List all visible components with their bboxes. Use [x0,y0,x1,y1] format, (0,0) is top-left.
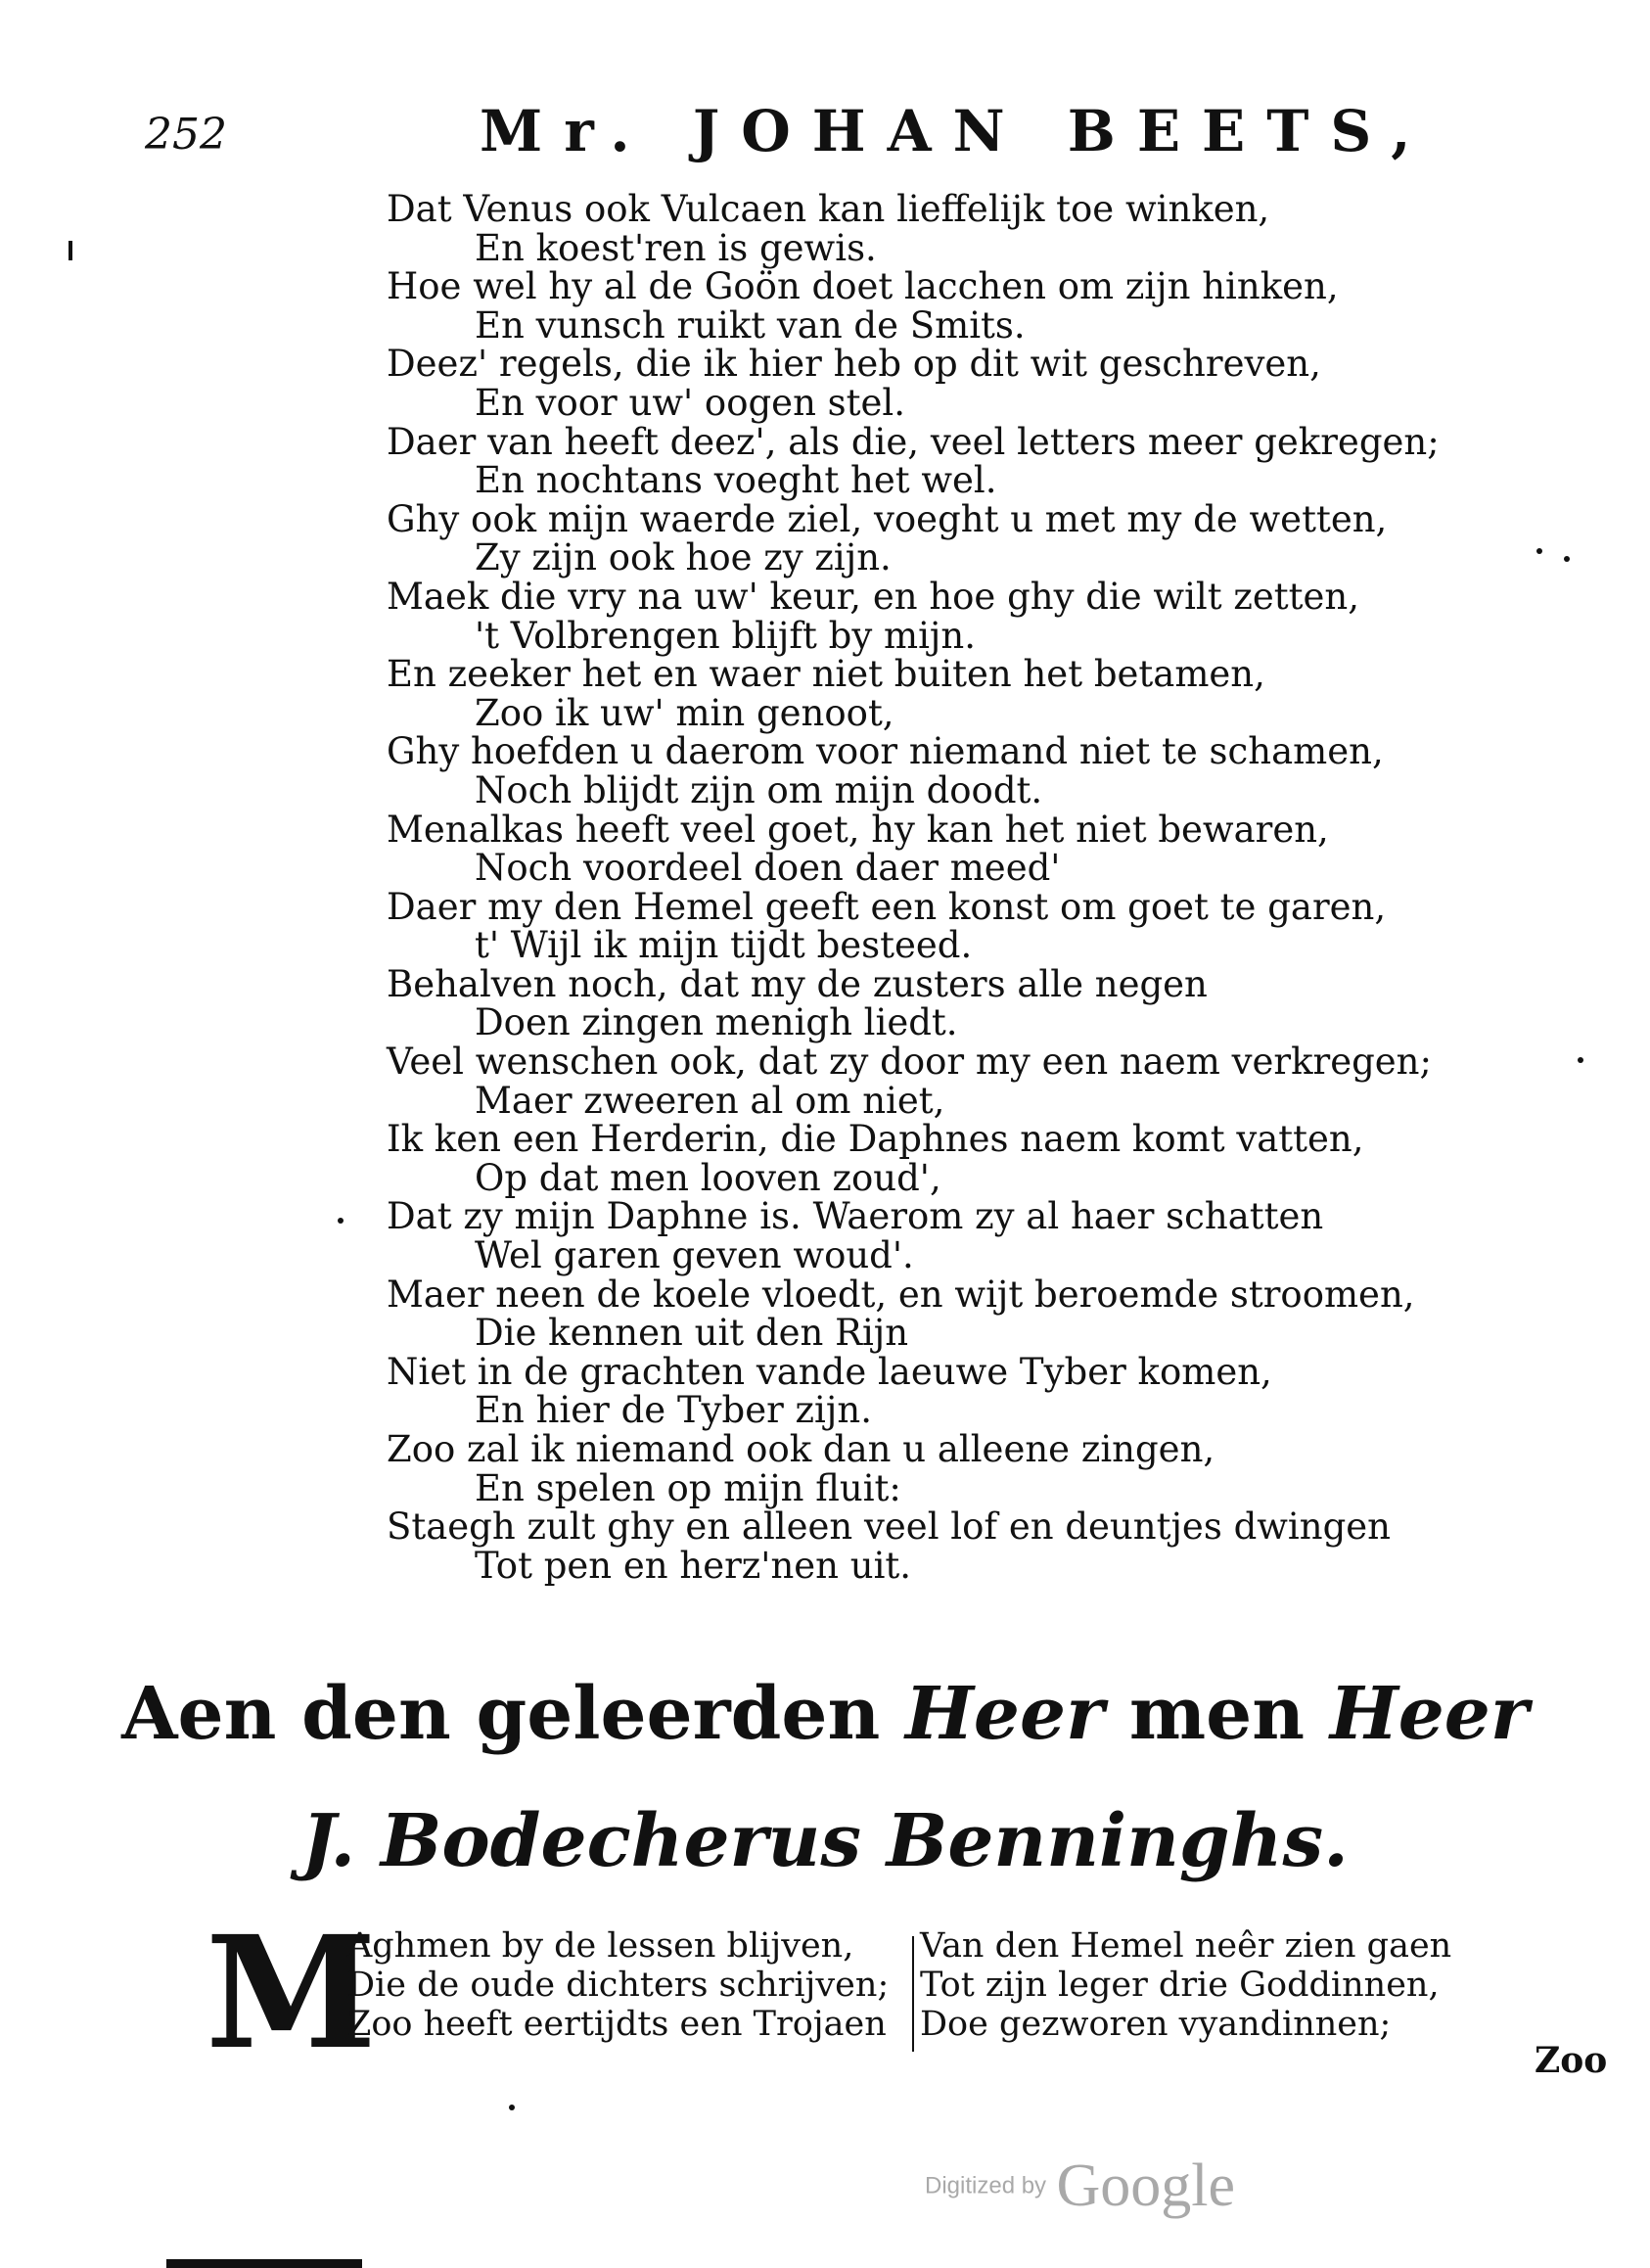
page-number: 252 [145,110,227,160]
page-header [0,98,1650,176]
poem-line: Maer neen de koele vloedt, en wijt beroemde stroomen, [387,1273,1415,1316]
poem-line: En hier de Tyber zijn. [475,1389,872,1432]
poem-line: Tot pen en herz'nen uit. [475,1544,912,1587]
google-logo: Google [1056,2152,1236,2219]
poem-line: Zy zijn ook hoe zy zijn. [475,536,892,579]
poem-body [387,190,1463,1585]
verse-line: Die de oude dichters schrijven; [347,1966,890,2005]
poem-line: Deez' regels, die ik hier heb op dit wit geschreven, [387,343,1321,386]
verse-column-left [347,1926,889,2044]
poem-line: En vunsch ruikt van de Smits. [475,303,1026,347]
poem-line: Op dat men looven zoud', [475,1156,941,1199]
poem-line: Daer my den Hemel geeft een konst om goet te garen, [387,885,1387,928]
verse-line: Doe gezworen vyandinnen; [920,2005,1392,2044]
poem-line: Dat zy mijn Daphne is. Waerom zy al haer schatten [387,1195,1324,1238]
column-divider [912,1936,914,2052]
print-speck [509,2105,515,2110]
poem-line: Die kennen uit den Rijn [475,1312,909,1355]
poem-line: En spelen op mijn fluit: [475,1466,901,1509]
verse-line: Van den Hemel neêr zien gaen [920,1926,1452,1966]
poem-line: Niet in de grachten vande laeuwe Tyber komen, [387,1350,1272,1393]
digitized-watermark [925,2152,1235,2221]
poem-line: Wel garen geven woud'. [475,1234,914,1277]
heading-text: Aen den geleerden [121,1672,906,1756]
poem-line: En koest'ren is gewis. [475,226,877,269]
poem-line: En voor uw' oogen stel. [475,381,906,424]
watermark-prefix: Digitized by [925,2172,1047,2199]
verse-line: Zoo heeft eertijdts een Trojaen [347,2005,887,2044]
heading-emphasis: Heer [1329,1672,1529,1756]
print-speck [1578,1057,1583,1063]
poem-line: Maek die vry na uw' keur, en hoe ghy die wilt zetten, [387,575,1360,618]
heading-text: men [1104,1672,1330,1756]
poem-line: Menalkas heeft veel goet, hy kan het niet bewaren, [387,808,1329,851]
poem-line: t' Wijl ik mijn tijdt besteed. [475,924,973,967]
poem-line: Maer zweeren al om niet, [475,1079,945,1122]
print-speck [1564,556,1570,562]
verse-line: Aghmen by de lessen blijven, [347,1926,854,1966]
poem-line: Ik ken een Herderin, die Daphnes naem komt vatten, [387,1118,1364,1161]
verse-line: Tot zijn leger drie Goddinnen, [920,1966,1440,2005]
poem-line: Zoo zal ik niemand ook dan u alleene zingen, [387,1428,1215,1470]
poem-line: En zeeker het en waer niet buiten het betamen, [387,653,1265,696]
print-speck [338,1218,344,1224]
section-subheading: J. Bodecherus Benninghs. [301,1799,1349,1883]
heading-emphasis: Heer [905,1672,1105,1756]
catchword: Zoo [1535,2040,1608,2081]
page-edge-bar [166,2259,362,2268]
drop-cap: M [206,1903,377,2084]
poem-line: Staegh zult ghy en alleen veel lof en deuntjes dwingen [387,1505,1392,1549]
poem-line: Daer van heeft deez', als die, veel letters meer gekregen; [387,420,1440,463]
poem-line: Doen zingen menigh liedt. [475,1001,958,1044]
print-speck [1536,548,1542,554]
poem-line: Noch voordeel doen daer meed' [475,847,1061,890]
poem-line: Ghy ook mijn waerde ziel, voeght u met my de wetten, [387,497,1388,540]
margin-mark [69,241,72,260]
poem-line: Veel wenschen ook, dat zy door my een naem verkregen; [387,1041,1432,1084]
verse-column-right [920,1926,1451,2044]
poem-line: 't Volbrengen blijft by mijn. [475,614,976,657]
poem-line: Zoo ik uw' min genoot, [475,691,894,734]
poem-line: Ghy hoefden u daerom voor niemand niet te schamen, [387,730,1384,773]
section-heading [0,1672,1650,1756]
running-title: Mr. JOHAN BEETS, [480,98,1433,164]
verse-block [206,1903,1478,2084]
poem-line: Noch blijdt zijn om mijn doodt. [475,768,1043,811]
poem-line: En nochtans voeght het wel. [475,459,997,502]
poem-line: Behalven noch, dat my de zusters alle negen [387,962,1208,1005]
poem-line: Dat Venus ook Vulcaen kan lieffelijk toe winken, [387,188,1270,230]
poem-line: Hoe wel hy al de Goön doet lacchen om zijn hinken, [387,265,1339,308]
